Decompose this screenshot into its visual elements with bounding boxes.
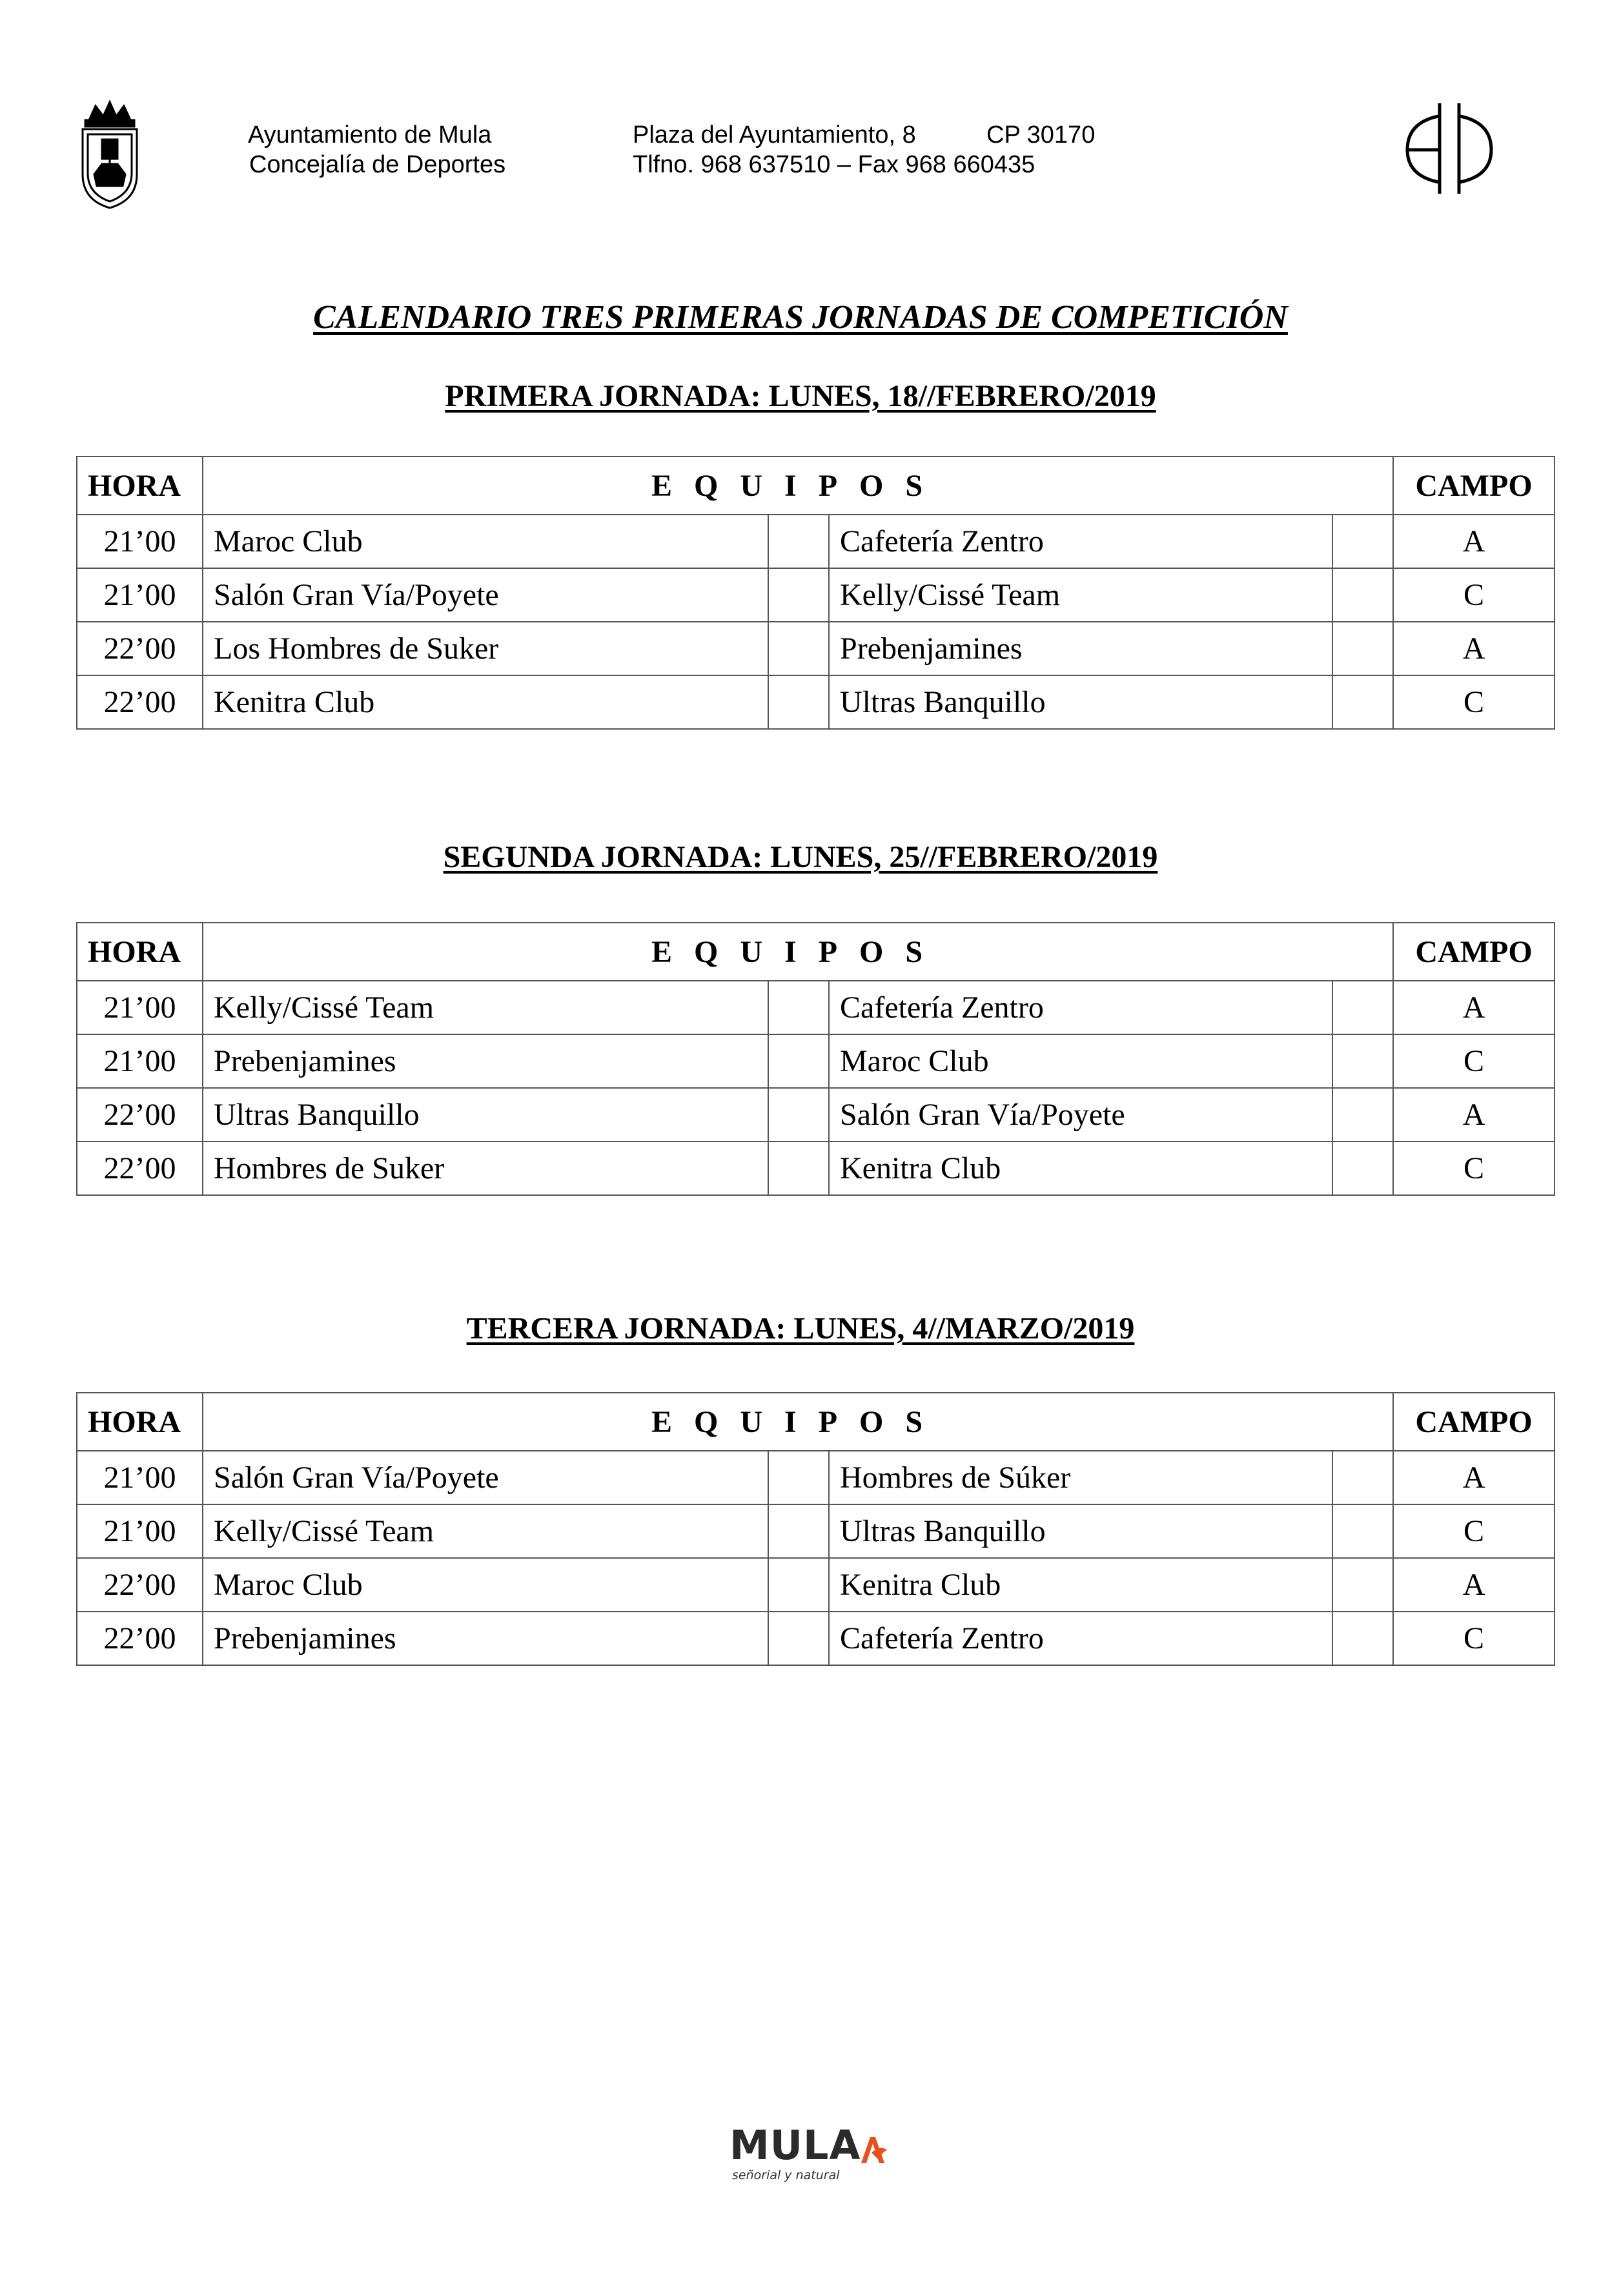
score-cell bbox=[1332, 1504, 1393, 1558]
match-time: 21’00 bbox=[77, 981, 203, 1034]
table-header-row bbox=[77, 923, 1555, 981]
score-cell bbox=[768, 1451, 829, 1504]
score-cell bbox=[1332, 1612, 1393, 1665]
org-department: Concejalía de Deportes bbox=[249, 151, 506, 178]
table-row bbox=[77, 1451, 1555, 1504]
field: C bbox=[1393, 1034, 1555, 1088]
score-cell bbox=[1332, 622, 1393, 675]
match-time: 22’00 bbox=[77, 1558, 203, 1612]
field: C bbox=[1393, 1504, 1555, 1558]
score-cell bbox=[768, 1142, 829, 1195]
score-cell bbox=[1332, 1451, 1393, 1504]
score-cell bbox=[1332, 515, 1393, 568]
address: Plaza del Ayuntamiento, 8 bbox=[633, 121, 916, 149]
footer-logo bbox=[729, 2124, 878, 2182]
score-cell bbox=[768, 1558, 829, 1612]
match-time: 21’00 bbox=[77, 1504, 203, 1558]
header-equipos: EQUIPOS bbox=[203, 923, 1393, 981]
match-time: 22’00 bbox=[77, 1088, 203, 1142]
header-hora: HORA bbox=[77, 456, 203, 515]
score-cell bbox=[1332, 675, 1393, 729]
table-row bbox=[77, 1558, 1555, 1612]
phone-fax: Tlfno. 968 637510 – Fax 968 660435 bbox=[633, 151, 1035, 178]
document-title: CALENDARIO TRES PRIMERAS JORNADAS DE COMPETICIÓN bbox=[313, 299, 1288, 336]
away-team: Hombres de Súker bbox=[829, 1451, 1332, 1504]
postal-code: CP 30170 bbox=[986, 121, 1096, 149]
away-team: Kenitra Club bbox=[829, 1558, 1332, 1612]
away-team: Kenitra Club bbox=[829, 1142, 1332, 1195]
home-team: Prebenjamines bbox=[203, 1612, 768, 1665]
table-row bbox=[77, 622, 1555, 675]
home-team: Ultras Banquillo bbox=[203, 1088, 768, 1142]
score-cell bbox=[1332, 1088, 1393, 1142]
table-row bbox=[77, 515, 1555, 568]
home-team: Kenitra Club bbox=[203, 675, 768, 729]
header-hora: HORA bbox=[77, 1393, 203, 1451]
score-cell bbox=[1332, 1034, 1393, 1088]
score-cell bbox=[768, 1504, 829, 1558]
score-cell bbox=[768, 515, 829, 568]
mula-brand-mark-icon bbox=[859, 2133, 888, 2166]
round-title: SEGUNDA JORNADA: LUNES, 25//FEBRERO/2019 bbox=[443, 840, 1158, 874]
round-title: TERCERA JORNADA: LUNES, 4//MARZO/2019 bbox=[466, 1311, 1135, 1346]
match-time: 21’00 bbox=[77, 1034, 203, 1088]
away-team: Cafetería Zentro bbox=[829, 1612, 1332, 1665]
field: A bbox=[1393, 622, 1555, 675]
header-equipos: EQUIPOS bbox=[203, 1393, 1393, 1451]
table-header-row bbox=[77, 456, 1555, 515]
brand-tagline: señorial y natural bbox=[732, 2168, 840, 2182]
score-cell bbox=[1332, 568, 1393, 622]
table-row bbox=[77, 675, 1555, 729]
home-team: Kelly/Cissé Team bbox=[203, 1504, 768, 1558]
field: A bbox=[1393, 515, 1555, 568]
match-time: 21’00 bbox=[77, 1451, 203, 1504]
table-row bbox=[77, 1504, 1555, 1558]
match-time: 22’00 bbox=[77, 1142, 203, 1195]
sports-emblem-icon bbox=[1401, 97, 1498, 200]
away-team: Cafetería Zentro bbox=[829, 515, 1332, 568]
table-row bbox=[77, 1088, 1555, 1142]
away-team: Cafetería Zentro bbox=[829, 981, 1332, 1034]
coat-of-arms-icon bbox=[76, 97, 143, 210]
letterhead bbox=[0, 0, 1601, 213]
away-team: Salón Gran Vía/Poyete bbox=[829, 1088, 1332, 1142]
schedule-table bbox=[76, 456, 1555, 730]
home-team: Salón Gran Vía/Poyete bbox=[203, 568, 768, 622]
home-team: Los Hombres de Suker bbox=[203, 622, 768, 675]
field: C bbox=[1393, 1612, 1555, 1665]
score-cell bbox=[1332, 1142, 1393, 1195]
match-time: 21’00 bbox=[77, 515, 203, 568]
schedule-table bbox=[76, 1392, 1555, 1666]
org-name: Ayuntamiento de Mula bbox=[248, 121, 492, 149]
field: C bbox=[1393, 1142, 1555, 1195]
away-team: Ultras Banquillo bbox=[829, 1504, 1332, 1558]
table-row bbox=[77, 568, 1555, 622]
score-cell bbox=[768, 568, 829, 622]
table-row bbox=[77, 1034, 1555, 1088]
home-team: Maroc Club bbox=[203, 515, 768, 568]
away-team: Prebenjamines bbox=[829, 622, 1332, 675]
header-campo: CAMPO bbox=[1393, 923, 1555, 981]
away-team: Kelly/Cissé Team bbox=[829, 568, 1332, 622]
table-header-row bbox=[77, 1393, 1555, 1451]
brand-name: MULA bbox=[729, 2122, 861, 2169]
home-team: Prebenjamines bbox=[203, 1034, 768, 1088]
score-cell bbox=[768, 1612, 829, 1665]
score-cell bbox=[768, 622, 829, 675]
score-cell bbox=[1332, 1558, 1393, 1612]
home-team: Salón Gran Vía/Poyete bbox=[203, 1451, 768, 1504]
match-time: 21’00 bbox=[77, 568, 203, 622]
score-cell bbox=[768, 1034, 829, 1088]
score-cell bbox=[768, 1088, 829, 1142]
field: A bbox=[1393, 1088, 1555, 1142]
away-team: Maroc Club bbox=[829, 1034, 1332, 1088]
table-row bbox=[77, 1142, 1555, 1195]
table-row bbox=[77, 1612, 1555, 1665]
header-equipos: EQUIPOS bbox=[203, 456, 1393, 515]
match-time: 22’00 bbox=[77, 1612, 203, 1665]
field: A bbox=[1393, 1451, 1555, 1504]
home-team: Kelly/Cissé Team bbox=[203, 981, 768, 1034]
home-team: Hombres de Suker bbox=[203, 1142, 768, 1195]
round-title: PRIMERA JORNADA: LUNES, 18//FEBRERO/2019 bbox=[445, 379, 1156, 413]
header-campo: CAMPO bbox=[1393, 456, 1555, 515]
header-campo: CAMPO bbox=[1393, 1393, 1555, 1451]
away-team: Ultras Banquillo bbox=[829, 675, 1332, 729]
field: C bbox=[1393, 675, 1555, 729]
score-cell bbox=[768, 675, 829, 729]
score-cell bbox=[768, 981, 829, 1034]
score-cell bbox=[1332, 981, 1393, 1034]
field: A bbox=[1393, 981, 1555, 1034]
home-team: Maroc Club bbox=[203, 1558, 768, 1612]
header-hora: HORA bbox=[77, 923, 203, 981]
schedule-table bbox=[76, 922, 1555, 1196]
field: A bbox=[1393, 1558, 1555, 1612]
match-time: 22’00 bbox=[77, 675, 203, 729]
table-row bbox=[77, 981, 1555, 1034]
match-time: 22’00 bbox=[77, 622, 203, 675]
field: C bbox=[1393, 568, 1555, 622]
